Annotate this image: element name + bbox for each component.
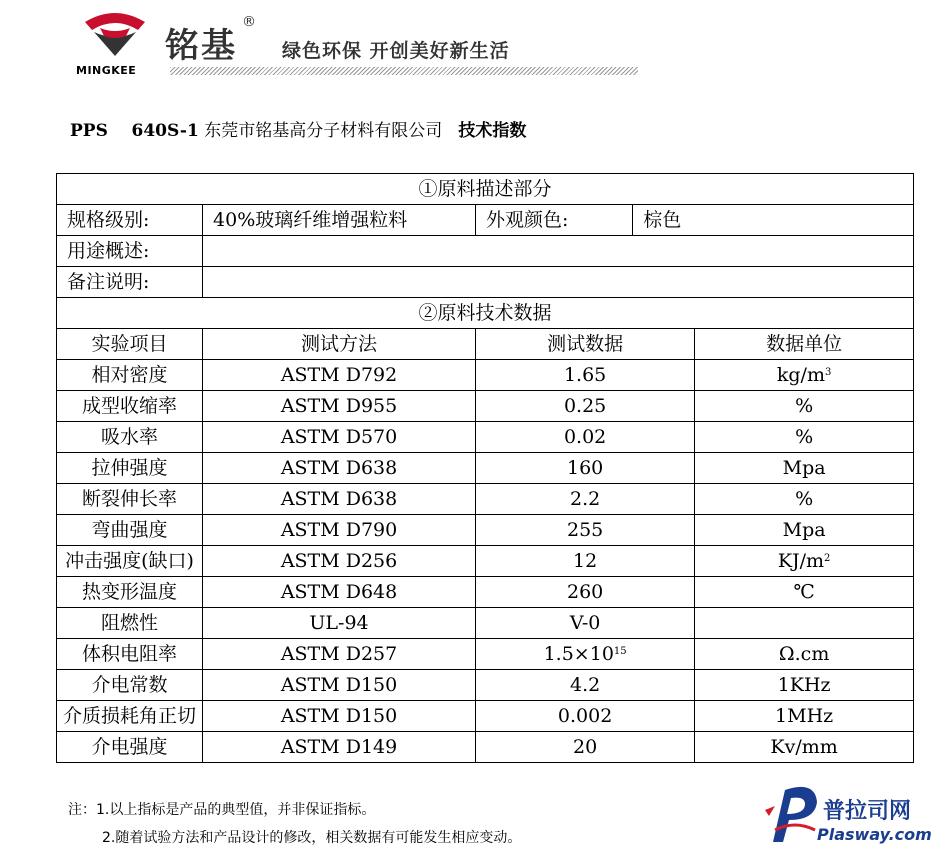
- cell-unit-text: Mpa: [782, 457, 826, 479]
- cell-value-text: V-0: [569, 612, 601, 634]
- watermark-cn: 普拉司网: [823, 799, 912, 824]
- table-row: [57, 422, 914, 453]
- color-label: 外观颜色:: [476, 205, 633, 236]
- cell-value: [476, 701, 695, 732]
- cell-item: [57, 670, 203, 701]
- cell-value: [476, 577, 695, 608]
- cell-item-text: 体积电阻率: [82, 643, 178, 665]
- table-row: [57, 391, 914, 422]
- cell-value-text: 12: [573, 550, 598, 572]
- column-header-row: [57, 329, 914, 360]
- cell-value: [476, 422, 695, 453]
- cell-unit-text: ℃: [793, 581, 815, 603]
- cell-method: [203, 639, 476, 670]
- section2-heading: ②原料技术数据: [57, 298, 914, 329]
- cell-unit-text: Ω.cm: [778, 643, 830, 665]
- cell-unit: [695, 546, 914, 577]
- watermark-en: Plasway.com: [817, 825, 932, 844]
- cell-unit: [695, 577, 914, 608]
- cell-unit-text: Mpa: [782, 519, 826, 541]
- cell-value: [476, 391, 695, 422]
- cell-item-text: 冲击强度(缺口): [65, 550, 194, 572]
- col-header-unit: 数据单位: [695, 329, 914, 360]
- cell-item: [57, 453, 203, 484]
- cell-value-text: 0.002: [557, 705, 613, 727]
- cell-item-text: 拉伸强度: [91, 457, 168, 479]
- cell-value-text: 255: [567, 519, 604, 541]
- cell-unit-text: %: [795, 488, 814, 510]
- document-title: [70, 116, 526, 141]
- cell-item-text: 成型收缩率: [82, 395, 178, 417]
- cell-item: [57, 701, 203, 732]
- cell-method-text: ASTM D256: [280, 550, 398, 572]
- cell-unit-superscript: 2: [824, 553, 831, 564]
- usage-value: [203, 236, 914, 267]
- table-row: [57, 577, 914, 608]
- cell-item: [57, 546, 203, 577]
- cell-method: [203, 453, 476, 484]
- table-row: [57, 608, 914, 639]
- cell-unit: [695, 422, 914, 453]
- spec-label: 规格级别:: [57, 205, 203, 236]
- cell-unit: [695, 639, 914, 670]
- cell-value: [476, 608, 695, 639]
- cell-value: [476, 639, 695, 670]
- remark-row: [57, 267, 914, 298]
- cell-method: [203, 515, 476, 546]
- brand-slogan: 绿色环保 开创美好新生活: [282, 40, 510, 62]
- cell-method-text: UL-94: [309, 612, 369, 634]
- cell-value-text: 1.65: [563, 364, 607, 386]
- cell-item: [57, 577, 203, 608]
- cell-value: [476, 670, 695, 701]
- table-row: [57, 360, 914, 391]
- cell-method-text: ASTM D638: [280, 457, 398, 479]
- cell-value: [476, 360, 695, 391]
- notes: [68, 796, 521, 852]
- cell-item: [57, 391, 203, 422]
- table-row: [57, 484, 914, 515]
- cell-item-text: 阻燃性: [101, 612, 159, 634]
- cell-unit: [695, 515, 914, 546]
- cell-unit-text: KJ/m: [777, 550, 825, 572]
- cell-method: [203, 484, 476, 515]
- company-name: 东莞市铭基高分子材料有限公司: [204, 121, 443, 141]
- cell-value: [476, 484, 695, 515]
- cell-item-text: 介质损耗角正切: [63, 705, 197, 727]
- product-code: PPS 640S-1: [70, 121, 199, 141]
- table-row: [57, 515, 914, 546]
- table-row: [57, 546, 914, 577]
- cell-value: [476, 515, 695, 546]
- spec-table: [56, 173, 914, 763]
- cell-item-text: 吸水率: [101, 426, 159, 448]
- cell-item-text: 介电强度: [91, 736, 168, 758]
- table-row: [57, 639, 914, 670]
- mingkee-logo-icon: [80, 8, 150, 60]
- cell-value-text: 1.5×10: [543, 643, 614, 665]
- cell-unit-text: Kv/mm: [770, 736, 838, 758]
- cell-unit: [695, 453, 914, 484]
- cell-method-text: ASTM D955: [280, 395, 398, 417]
- color-value: 棕色: [633, 205, 914, 236]
- col-header-item: 实验项目: [57, 329, 203, 360]
- cell-item-text: 弯曲强度: [91, 519, 168, 541]
- cell-value-text: 2.2: [570, 488, 601, 510]
- remark-value: [203, 267, 914, 298]
- logo-english-text: MINGKEE: [76, 64, 137, 77]
- cell-unit-superscript: 3: [824, 367, 832, 378]
- cell-method-text: ASTM D257: [280, 643, 398, 665]
- cell-value: [476, 732, 695, 763]
- brand-name: 铭基: [165, 26, 237, 66]
- cell-item-text: 断裂伸长率: [82, 488, 178, 510]
- cell-item: [57, 639, 203, 670]
- cell-method: [203, 546, 476, 577]
- cell-item-text: 热变形温度: [82, 581, 178, 603]
- cell-item: [57, 422, 203, 453]
- usage-label: 用途概述:: [57, 236, 203, 267]
- cell-item-text: 介电常数: [91, 674, 168, 696]
- note-line-1: 注：1.以上指标是产品的典型值，并非保证指标。: [68, 802, 376, 818]
- cell-unit-text: %: [795, 395, 814, 417]
- cell-method-text: ASTM D150: [280, 674, 398, 696]
- cell-method-text: ASTM D150: [280, 705, 398, 727]
- cell-method: [203, 670, 476, 701]
- data-rows: [57, 360, 914, 763]
- spec-value: 40%玻璃纤维增强粒料: [203, 205, 476, 236]
- section-heading-row: [57, 298, 914, 329]
- cell-method: [203, 732, 476, 763]
- table-row: [57, 701, 914, 732]
- title-suffix: 技术指数: [458, 121, 527, 141]
- cell-item: [57, 515, 203, 546]
- cell-unit-text: kg/m: [776, 364, 825, 386]
- cell-item: [57, 360, 203, 391]
- cell-method: [203, 360, 476, 391]
- cell-method-text: ASTM D648: [280, 581, 398, 603]
- cell-value: [476, 453, 695, 484]
- table-row: [57, 670, 914, 701]
- brand-header: [70, 0, 650, 90]
- cell-method: [203, 422, 476, 453]
- cell-method: [203, 577, 476, 608]
- spec-row: [57, 205, 914, 236]
- cell-method-text: ASTM D790: [280, 519, 398, 541]
- col-header-method: 测试方法: [203, 329, 476, 360]
- col-header-value: 测试数据: [476, 329, 695, 360]
- cell-unit-text: 1KHz: [777, 674, 831, 696]
- cell-value-text: 160: [567, 457, 604, 479]
- cell-method: [203, 608, 476, 639]
- cell-method: [203, 391, 476, 422]
- cell-unit: [695, 701, 914, 732]
- cell-unit: [695, 484, 914, 515]
- cell-value-text: 0.25: [563, 395, 607, 417]
- section-heading-row: [57, 174, 914, 205]
- table-row: [57, 732, 914, 763]
- cell-unit: [695, 608, 914, 639]
- cell-value-superscript: 15: [613, 646, 627, 657]
- cell-unit-text: %: [795, 426, 814, 448]
- cell-method: [203, 701, 476, 732]
- remark-label: 备注说明:: [57, 267, 203, 298]
- cell-value-text: 20: [573, 736, 598, 758]
- cell-item: [57, 484, 203, 515]
- cell-unit: [695, 391, 914, 422]
- note-line-2: 2.随着试验方法和产品设计的修改，相关数据有可能发生相应变动。: [102, 830, 522, 846]
- cell-method-text: ASTM D149: [280, 736, 398, 758]
- cell-unit: [695, 670, 914, 701]
- cell-unit: [695, 732, 914, 763]
- cell-value-text: 0.02: [563, 426, 607, 448]
- usage-row: [57, 236, 914, 267]
- cell-item: [57, 732, 203, 763]
- cell-method-text: ASTM D638: [280, 488, 398, 510]
- cell-value: [476, 546, 695, 577]
- cell-method-text: ASTM D570: [280, 426, 398, 448]
- plasway-watermark-logo: [755, 780, 945, 850]
- cell-method-text: ASTM D792: [280, 364, 398, 386]
- cell-item: [57, 608, 203, 639]
- cell-item-text: 相对密度: [91, 364, 168, 386]
- header-divider: [170, 67, 638, 75]
- cell-unit: [695, 360, 914, 391]
- cell-unit-text: 1MHz: [775, 705, 834, 727]
- cell-value-text: 4.2: [570, 674, 601, 696]
- table-row: [57, 453, 914, 484]
- registered-mark: ®: [242, 14, 256, 30]
- cell-value-text: 260: [567, 581, 604, 603]
- section1-heading: ①原料描述部分: [57, 174, 914, 205]
